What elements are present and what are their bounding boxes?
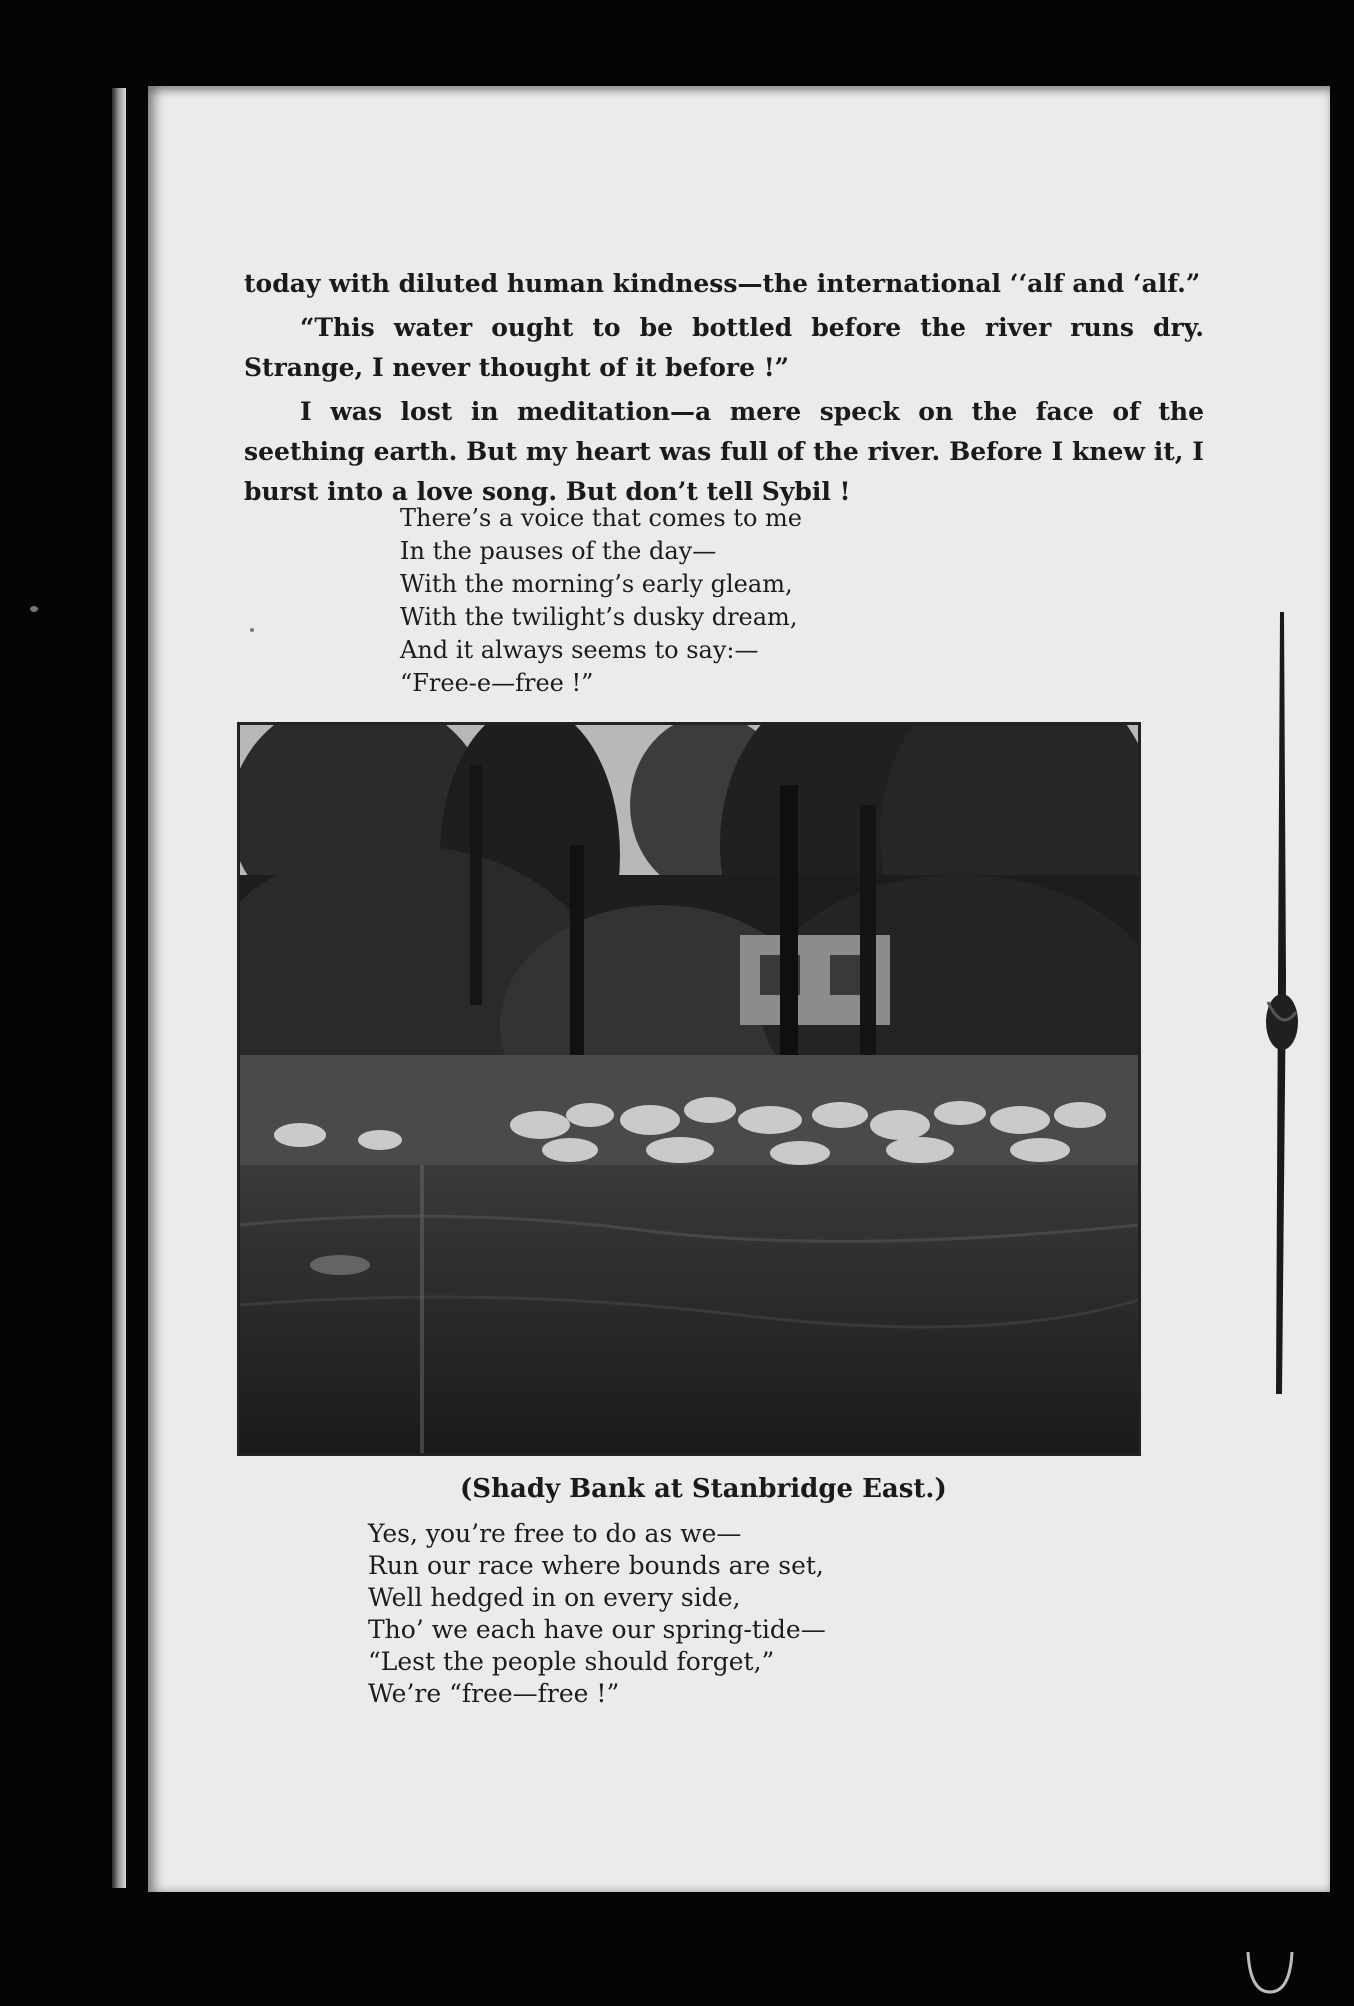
corner-mark xyxy=(1240,1948,1300,1998)
photo-caption: (Shady Bank at Stanbridge East.) xyxy=(460,1474,947,1504)
poem-line: In the pauses of the day— xyxy=(400,537,717,565)
poem-line: With the twilight’s dusky dream, xyxy=(400,603,798,631)
poem-line: Well hedged in on every side, xyxy=(368,1583,741,1612)
poem-line: We’re “free—free !” xyxy=(368,1679,620,1708)
book-spine-edge xyxy=(112,88,126,1888)
poem-line: And it always seems to say:— xyxy=(400,636,759,664)
poem-line: Tho’ we each have our spring-tide— xyxy=(368,1615,826,1644)
poem-line: “Free-e—free !” xyxy=(400,669,594,697)
body-text xyxy=(244,264,1204,516)
poem-line: Yes, you’re free to do as we— xyxy=(368,1519,742,1548)
paragraph-1: today with diluted human kindness—the international ‘‘alf and ‘alf.” xyxy=(244,269,1201,298)
paragraph-2: “This water ought to be bottled before the river runs dry. Strange, I never thought of it before !” xyxy=(244,313,1204,382)
scan-speck xyxy=(30,606,38,612)
poem-line: There’s a voice that comes to me xyxy=(400,504,802,532)
scan-speck xyxy=(250,628,254,632)
poem-stanza-one xyxy=(400,502,802,700)
poem-line: With the morning’s early gleam, xyxy=(400,570,793,598)
poem-line: Run our race where bounds are set, xyxy=(368,1551,824,1580)
binding-cord xyxy=(1262,612,1302,1394)
paragraph-3: I was lost in meditation—a mere speck on the face of the seething earth. But my heart was full of the river. Before I knew it, I burst into a love song. But don’t tell Sybil ! xyxy=(244,397,1204,506)
poem-line: “Lest the people should forget,” xyxy=(368,1647,775,1676)
poem-stanza-two xyxy=(368,1518,826,1710)
photo-image xyxy=(240,725,1138,1453)
riverbank-photograph xyxy=(237,722,1141,1456)
